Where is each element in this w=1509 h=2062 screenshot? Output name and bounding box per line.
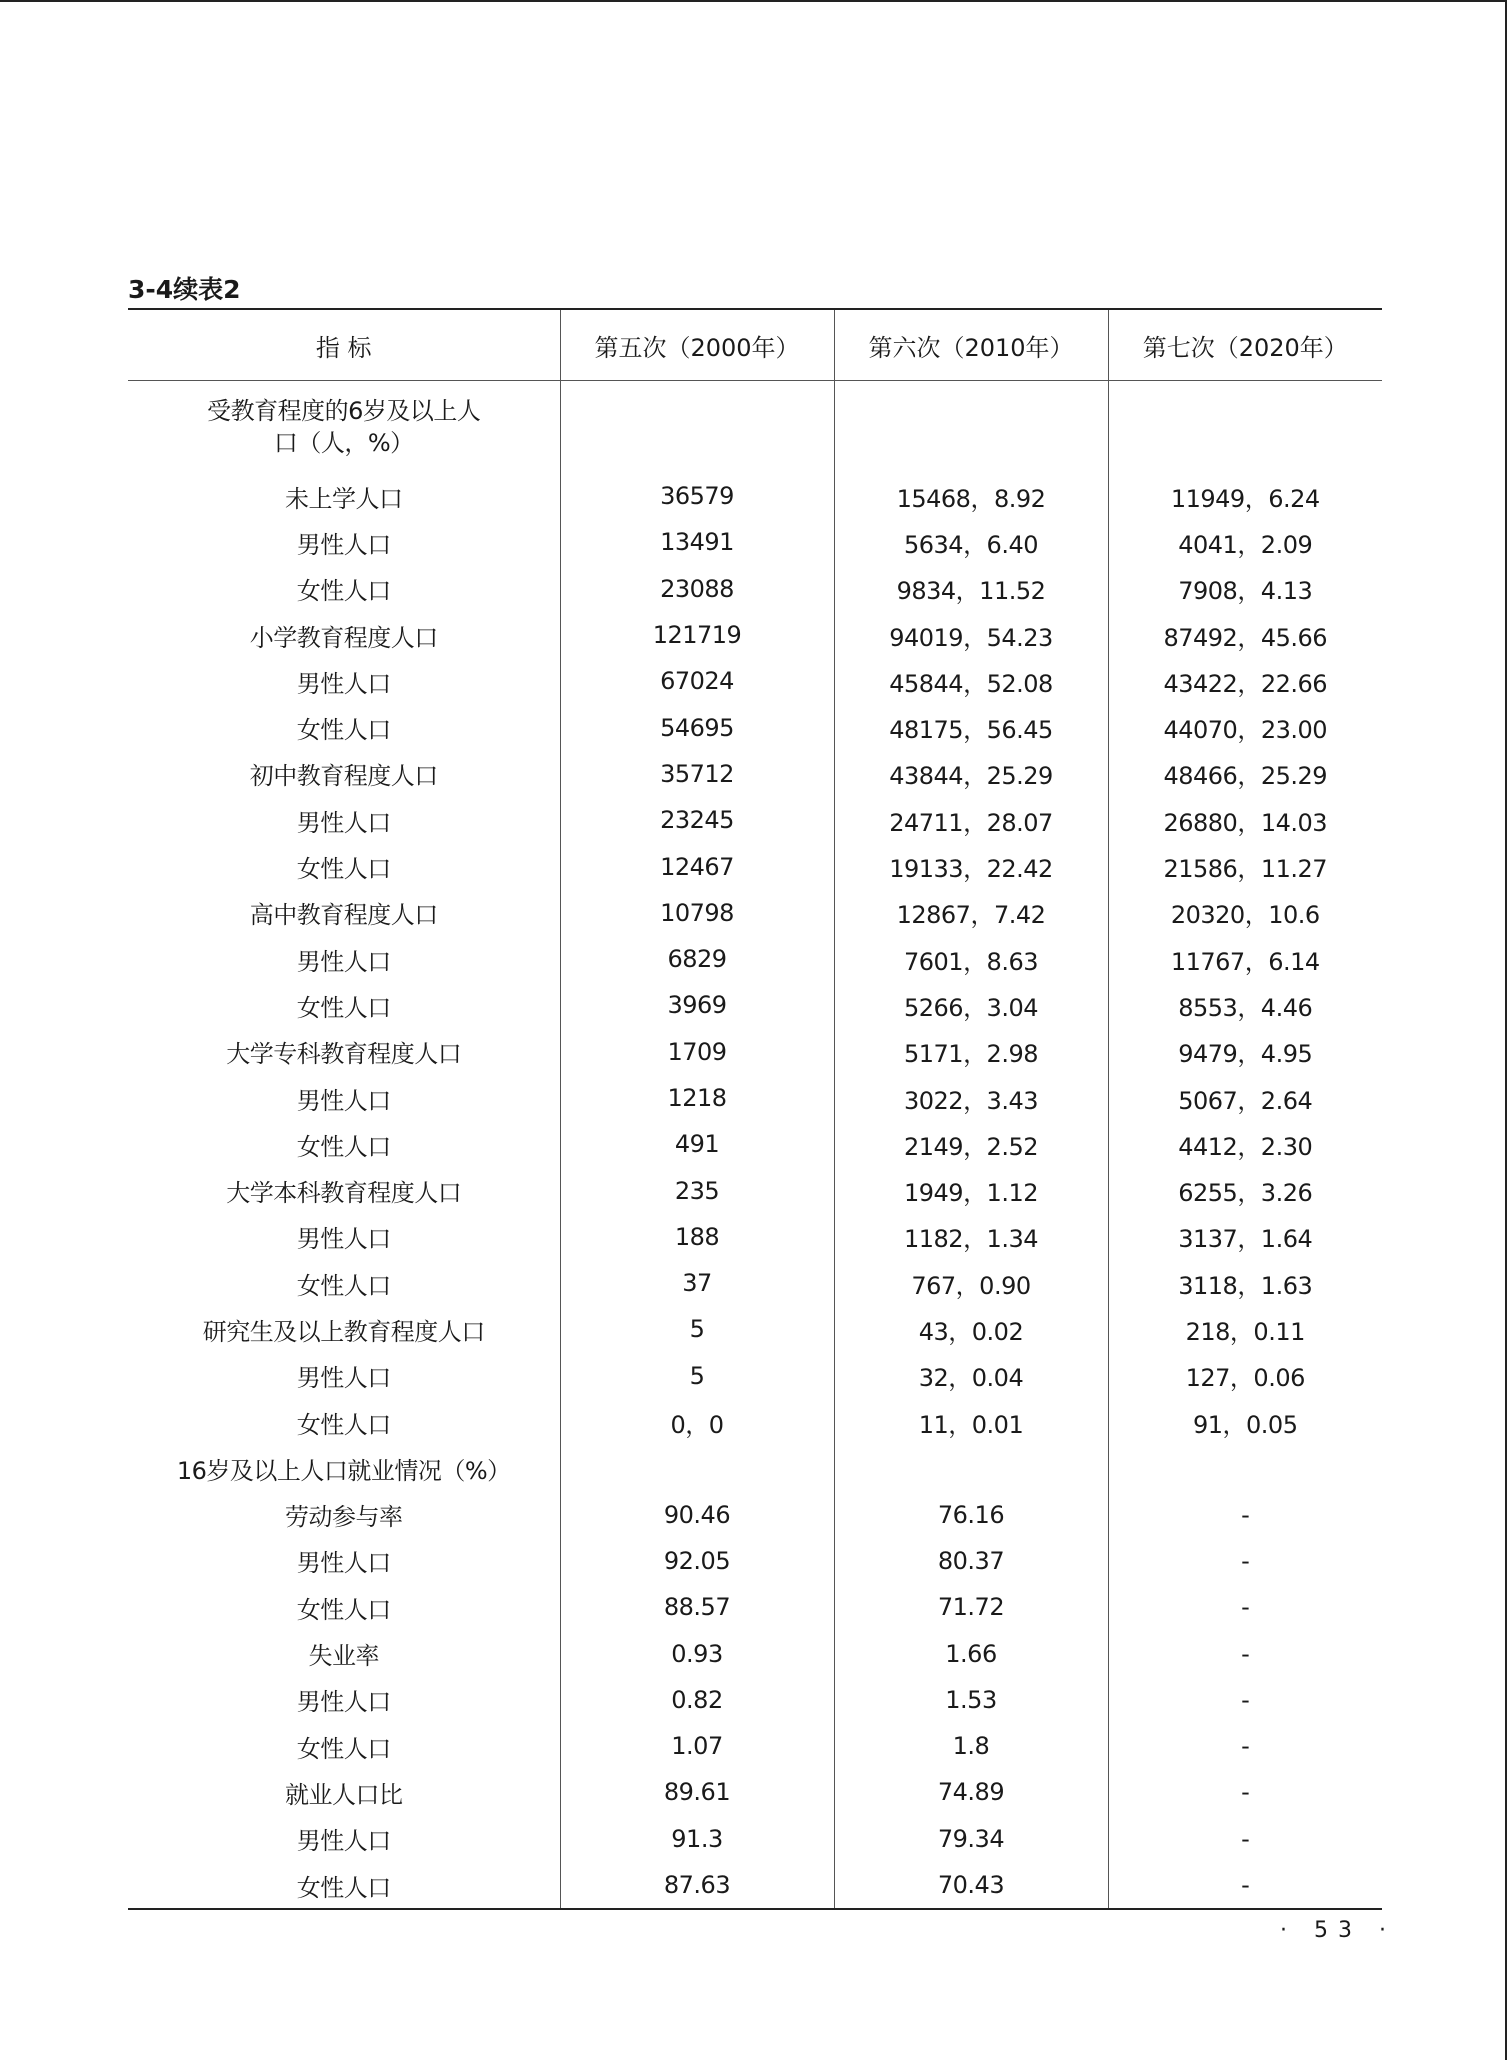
table-row	[128, 1029, 1382, 1075]
value-2010: 70.43	[834, 1862, 1108, 1909]
value-2020: 87492，45.66	[1108, 612, 1382, 658]
value-2010: 76.16	[834, 1492, 1108, 1538]
row-label: 男性人口	[296, 1827, 391, 1856]
row-label: 女性人口	[296, 993, 391, 1022]
row-label: 16岁及以上人口就业情况（%）	[176, 1456, 511, 1485]
table-body	[128, 381, 1382, 1910]
table-row	[128, 519, 1382, 565]
value-2020: -	[1108, 1630, 1382, 1676]
value-2010	[834, 381, 1108, 474]
value-2010: 1182，1.34	[834, 1214, 1108, 1260]
value-2010: 43844，25.29	[834, 751, 1108, 797]
value-2010: 48175，56.45	[834, 704, 1108, 750]
row-label: 女性人口	[296, 1410, 391, 1439]
table-row	[128, 1492, 1382, 1538]
table-row	[128, 1214, 1382, 1260]
table-row	[128, 1121, 1382, 1167]
table-row	[128, 1816, 1382, 1862]
table-row	[128, 1862, 1382, 1909]
table-row	[128, 1630, 1382, 1676]
value-2020: 3118，1.63	[1108, 1260, 1382, 1306]
value-2020: 218，0.11	[1108, 1306, 1382, 1352]
value-2000: 35712	[560, 751, 834, 797]
value-2000: 92.05	[560, 1538, 834, 1584]
value-2000: 491	[560, 1121, 834, 1167]
header-census-2020: 第七次（2020年）	[1108, 309, 1382, 381]
value-2020: 11949，6.24	[1108, 473, 1382, 519]
value-2010	[834, 1445, 1108, 1491]
table-row	[128, 1584, 1382, 1630]
table-row	[128, 704, 1382, 750]
value-2020: 8553，4.46	[1108, 982, 1382, 1028]
value-2000: 87.63	[560, 1862, 834, 1909]
table-row	[128, 843, 1382, 889]
table-row	[128, 1260, 1382, 1306]
value-2010: 79.34	[834, 1816, 1108, 1862]
value-2000: 5	[560, 1306, 834, 1352]
value-2000: 1709	[560, 1029, 834, 1075]
row-label: 研究生及以上教育程度人口	[202, 1317, 485, 1346]
table-row	[128, 1167, 1382, 1213]
row-label: 男性人口	[296, 1225, 391, 1254]
row-label: 小学教育程度人口	[249, 623, 438, 652]
table-row	[128, 1723, 1382, 1769]
value-2020: -	[1108, 1862, 1382, 1909]
value-2000	[560, 381, 834, 474]
row-label: 大学本科教育程度人口	[226, 1179, 462, 1208]
value-2010: 5171，2.98	[834, 1029, 1108, 1075]
value-2000: 1.07	[560, 1723, 834, 1769]
row-label: 就业人口比	[285, 1780, 403, 1809]
table-title: 3-4续表2	[128, 275, 241, 304]
value-2000: 188	[560, 1214, 834, 1260]
table-row	[128, 797, 1382, 843]
value-2000: 91.3	[560, 1816, 834, 1862]
value-2010: 1.66	[834, 1630, 1108, 1676]
value-2000: 6829	[560, 936, 834, 982]
value-2020: 44070，23.00	[1108, 704, 1382, 750]
table-row	[128, 1769, 1382, 1815]
row-label: 劳动参与率	[285, 1503, 403, 1532]
value-2000: 90.46	[560, 1492, 834, 1538]
value-2020: 20320，10.6	[1108, 890, 1382, 936]
value-2010: 1.53	[834, 1677, 1108, 1723]
row-label: 女性人口	[296, 577, 391, 606]
value-2010: 94019，54.23	[834, 612, 1108, 658]
row-label: 男性人口	[296, 530, 391, 559]
value-2020: 26880，14.03	[1108, 797, 1382, 843]
value-2020: 127，0.06	[1108, 1353, 1382, 1399]
table-row	[128, 936, 1382, 982]
value-2000: 1218	[560, 1075, 834, 1121]
value-2010: 1949，1.12	[834, 1167, 1108, 1213]
value-2020: -	[1108, 1538, 1382, 1584]
value-2000: 23088	[560, 566, 834, 612]
value-2020: -	[1108, 1584, 1382, 1630]
row-label: 男性人口	[296, 1549, 391, 1578]
value-2010: 71.72	[834, 1584, 1108, 1630]
value-2020	[1108, 1445, 1382, 1491]
value-2000: 10798	[560, 890, 834, 936]
value-2010: 80.37	[834, 1538, 1108, 1584]
value-2010: 32，0.04	[834, 1353, 1108, 1399]
table-row	[128, 566, 1382, 612]
value-2020	[1108, 381, 1382, 474]
value-2000: 89.61	[560, 1769, 834, 1815]
row-label: 女性人口	[296, 1734, 391, 1763]
value-2020: -	[1108, 1723, 1382, 1769]
table-row	[128, 1445, 1382, 1491]
row-label: 女性人口	[128, 1862, 560, 1909]
table-row	[128, 1677, 1382, 1723]
table-row	[128, 1399, 1382, 1445]
value-2020: -	[1108, 1816, 1382, 1862]
row-label: 女性人口	[296, 855, 391, 884]
value-2000: 0，0	[560, 1399, 834, 1445]
row-label: 男性人口	[296, 808, 391, 837]
value-2010: 43，0.02	[834, 1306, 1108, 1352]
value-2010: 19133，22.42	[834, 843, 1108, 889]
value-2020: 21586，11.27	[1108, 843, 1382, 889]
value-2020: 43422，22.66	[1108, 658, 1382, 704]
table-row	[128, 658, 1382, 704]
value-2000: 23245	[560, 797, 834, 843]
table-row	[128, 381, 1382, 474]
value-2020: 9479，4.95	[1108, 1029, 1382, 1075]
value-2010: 5266，3.04	[834, 982, 1108, 1028]
value-2000: 5	[560, 1353, 834, 1399]
table-header-row	[128, 309, 1382, 381]
value-2020: 3137，1.64	[1108, 1214, 1382, 1260]
row-label: 男性人口	[296, 1364, 391, 1393]
row-label: 男性人口	[296, 947, 391, 976]
value-2010: 15468，8.92	[834, 473, 1108, 519]
value-2010: 3022，3.43	[834, 1075, 1108, 1121]
value-2010: 24711，28.07	[834, 797, 1108, 843]
table-row	[128, 751, 1382, 797]
table-row	[128, 1353, 1382, 1399]
value-2020: 11767，6.14	[1108, 936, 1382, 982]
header-indicator: 指 标	[128, 309, 560, 381]
table-row	[128, 1538, 1382, 1584]
value-2000: 67024	[560, 658, 834, 704]
value-2010: 2149，2.52	[834, 1121, 1108, 1167]
value-2020: 4412，2.30	[1108, 1121, 1382, 1167]
value-2000: 12467	[560, 843, 834, 889]
row-label: 男性人口	[296, 669, 391, 698]
row-label: 大学专科教育程度人口	[226, 1040, 462, 1069]
value-2010: 45844，52.08	[834, 658, 1108, 704]
table-row	[128, 1306, 1382, 1352]
value-2020: -	[1108, 1769, 1382, 1815]
value-2000: 54695	[560, 704, 834, 750]
value-2000: 121719	[560, 612, 834, 658]
row-label: 失业率	[308, 1642, 379, 1671]
header-census-2010: 第六次（2010年）	[834, 309, 1108, 381]
value-2000	[560, 1445, 834, 1491]
row-label: 男性人口	[296, 1688, 391, 1717]
value-2010: 9834，11.52	[834, 566, 1108, 612]
value-2010: 7601，8.63	[834, 936, 1108, 982]
table-row	[128, 612, 1382, 658]
value-2020: 4041，2.09	[1108, 519, 1382, 565]
page-number: · 53 ·	[1280, 1918, 1396, 1943]
value-2010: 12867，7.42	[834, 890, 1108, 936]
value-2000: 36579	[560, 473, 834, 519]
row-label: 受教育程度的6岁及以上人口（人，%）	[207, 397, 481, 457]
row-label: 未上学人口	[285, 484, 403, 513]
row-label: 女性人口	[296, 1271, 391, 1300]
row-label: 女性人口	[296, 1132, 391, 1161]
table-row	[128, 1075, 1382, 1121]
value-2020: 6255，3.26	[1108, 1167, 1382, 1213]
table-row	[128, 890, 1382, 936]
value-2020: 91，0.05	[1108, 1399, 1382, 1445]
table-row	[128, 473, 1382, 519]
header-census-2000: 第五次（2000年）	[560, 309, 834, 381]
row-label: 女性人口	[296, 1595, 391, 1624]
row-label: 女性人口	[296, 716, 391, 745]
table-row	[128, 982, 1382, 1028]
row-label: 男性人口	[296, 1086, 391, 1115]
value-2000: 3969	[560, 982, 834, 1028]
row-label: 初中教育程度人口	[249, 762, 438, 791]
value-2000: 13491	[560, 519, 834, 565]
value-2000: 0.82	[560, 1677, 834, 1723]
value-2010: 5634，6.40	[834, 519, 1108, 565]
value-2000: 88.57	[560, 1584, 834, 1630]
value-2000: 235	[560, 1167, 834, 1213]
statistics-table	[128, 308, 1382, 1910]
value-2010: 1.8	[834, 1723, 1108, 1769]
value-2020: -	[1108, 1492, 1382, 1538]
value-2020: 7908，4.13	[1108, 566, 1382, 612]
row-label: 高中教育程度人口	[249, 901, 438, 930]
value-2020: 5067，2.64	[1108, 1075, 1382, 1121]
value-2010: 767，0.90	[834, 1260, 1108, 1306]
value-2000: 37	[560, 1260, 834, 1306]
value-2010: 74.89	[834, 1769, 1108, 1815]
value-2010: 11，0.01	[834, 1399, 1108, 1445]
value-2000: 0.93	[560, 1630, 834, 1676]
value-2020: -	[1108, 1677, 1382, 1723]
value-2020: 48466，25.29	[1108, 751, 1382, 797]
